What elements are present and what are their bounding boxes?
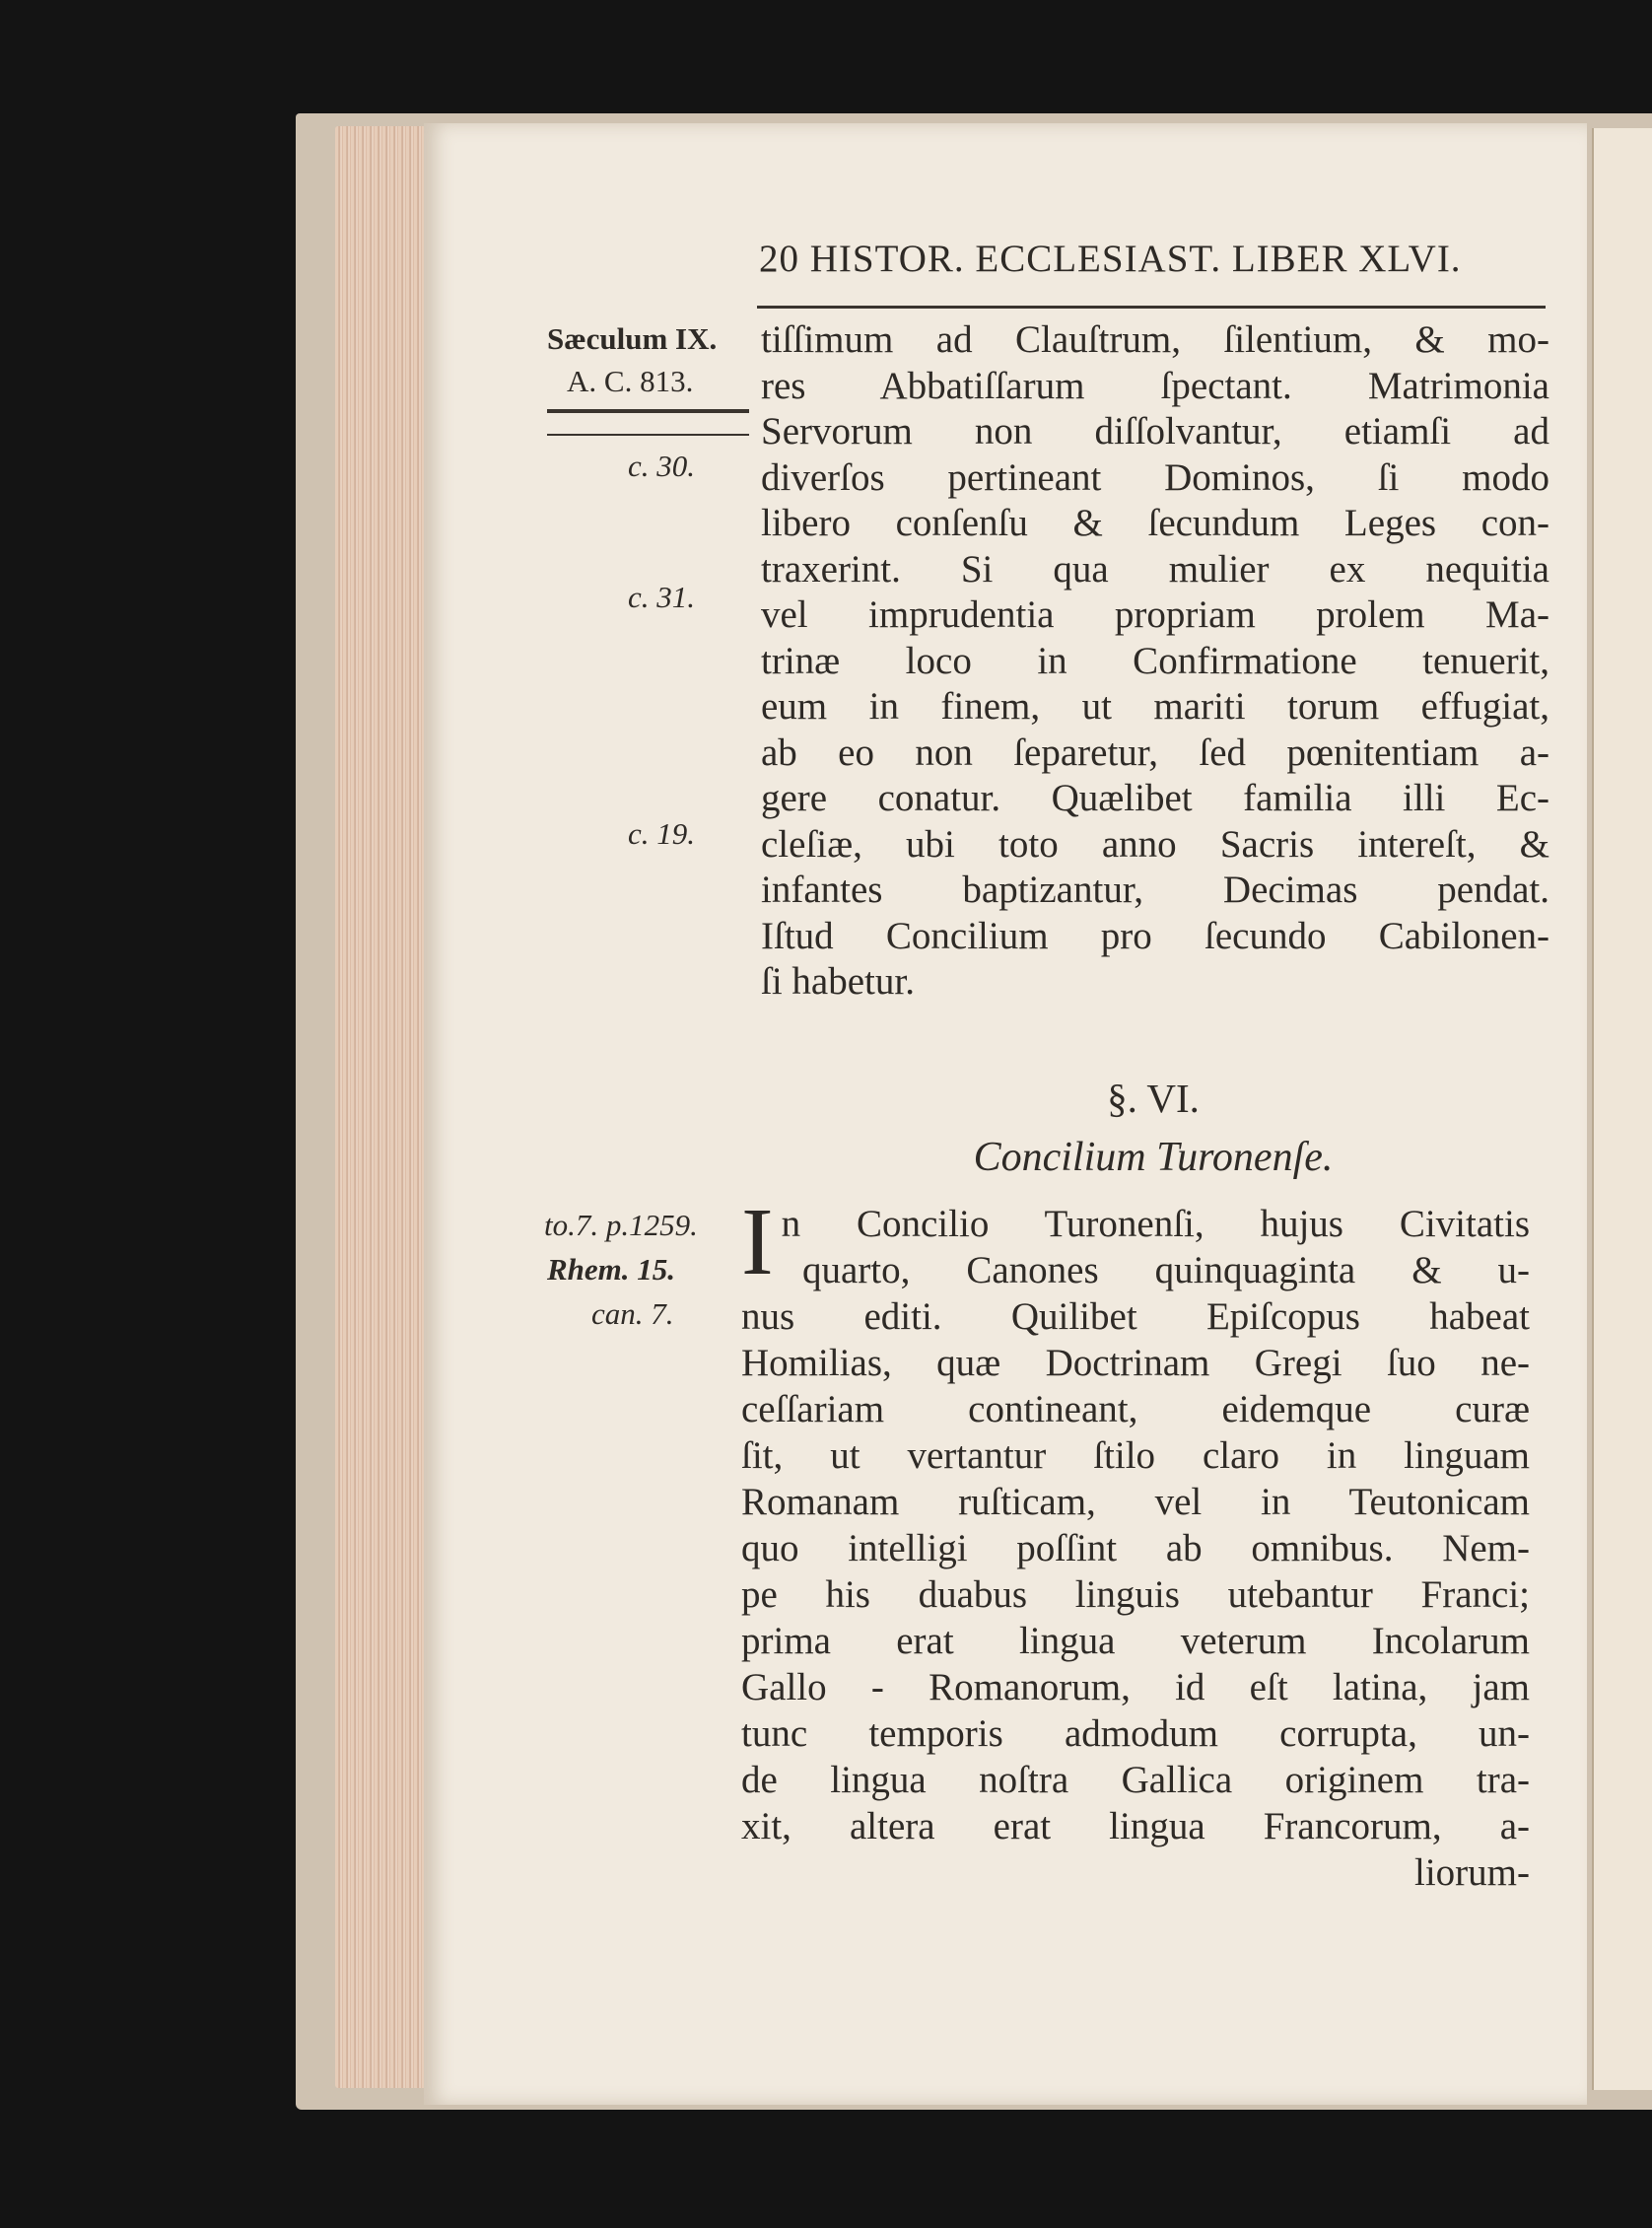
text-line: Iſtud Concilium pro ſecundo Cabilonen-: [761, 914, 1549, 957]
text-line: n Concilio Turonenſi, hujus Civitatis: [781, 1203, 1530, 1245]
text-line: Homilias, quæ Doctrinam Gregi ſuo ne-: [741, 1342, 1530, 1384]
margin-rule: [547, 409, 749, 413]
text-line: traxerint. Si qua mulier ex nequitia: [761, 547, 1549, 591]
text-line: eum in finem, ut mariti torum effugiat,: [761, 685, 1549, 728]
text-line: infantes baptizantur, Decimas pendat.: [761, 869, 1549, 911]
text-line: diverſos pertineant Dominos, ſi modo: [761, 455, 1549, 499]
margin-note: c. 30.: [628, 449, 696, 483]
text-line: ceſſariam contineant, eidemque curæ: [741, 1388, 1530, 1430]
text-line: Gallo - Romanorum, id eſt latina, jam: [741, 1666, 1530, 1708]
margin-rule: [547, 434, 749, 436]
text-line: ſi habetur.: [761, 960, 915, 1003]
margin-note: Sæculum IX.: [547, 321, 718, 356]
margin-note: can. 7.: [591, 1296, 674, 1331]
text-line: libero conſenſu & ſecundum Leges con-: [761, 502, 1549, 544]
section-number: §. VI.: [1107, 1076, 1200, 1121]
margin-note: to.7. p.1259.: [544, 1208, 698, 1242]
facing-page-edge: [1592, 128, 1652, 2090]
drop-cap: I: [741, 1189, 774, 1295]
margin-note: c. 31.: [628, 580, 696, 614]
text-line: liorum-: [1414, 1851, 1530, 1894]
text-line: Servorum non diſſolvantur, etiamſi ad: [761, 410, 1549, 453]
text-line: tiſſimum ad Clauſtrum, ſilentium, & mo-: [761, 318, 1549, 361]
running-header: 20 HISTOR. ECCLESIAST. LIBER XLVI.: [759, 238, 1462, 280]
body-text-section: [741, 1189, 1530, 1896]
text-line: pe his duabus linguis utebantur Franci;: [741, 1573, 1530, 1616]
text-line: vel imprudentia propriam prolem Ma-: [761, 593, 1549, 636]
text-line: prima erat lingua veterum Incolarum: [741, 1620, 1530, 1662]
margin-note: A. C. 813.: [567, 364, 694, 398]
text-line: nus editi. Quilibet Epiſcopus habeat: [741, 1295, 1530, 1338]
margin-note: Rhem. 15.: [547, 1252, 676, 1287]
text-line: xit, altera erat lingua Francorum, a-: [741, 1805, 1530, 1847]
text-line: de lingua noſtra Gallica originem tra-: [741, 1759, 1530, 1801]
text-line: cleſiæ, ubi toto anno Sacris intereſt, &: [761, 822, 1549, 866]
text-line: trinæ loco in Confirmatione tenuerit,: [761, 639, 1549, 682]
text-line: tunc temporis admodum corrupta, un-: [741, 1712, 1530, 1755]
text-line: ſit, ut vertantur ſtilo claro in linguam: [741, 1434, 1530, 1477]
section-title: Concilium Turonenſe.: [973, 1135, 1334, 1180]
margin-note: c. 19.: [628, 816, 696, 851]
body-text: [761, 317, 1549, 1006]
header-rule: [757, 306, 1546, 309]
text-line: quo intelligi poſſint ab omnibus. Nem-: [741, 1527, 1530, 1569]
text-line: quarto, Canones quinquaginta & u-: [802, 1249, 1530, 1291]
text-line: ab eo non ſeparetur, ſed pœnitentiam a-: [761, 731, 1549, 774]
text-line: res Abbatiſſarum ſpectant. Matrimonia: [761, 364, 1549, 407]
text-line: Romanam ruſticam, vel in Teutonicam: [741, 1481, 1530, 1523]
text-line: gere conatur. Quælibet familia illi Ec-: [761, 777, 1549, 819]
